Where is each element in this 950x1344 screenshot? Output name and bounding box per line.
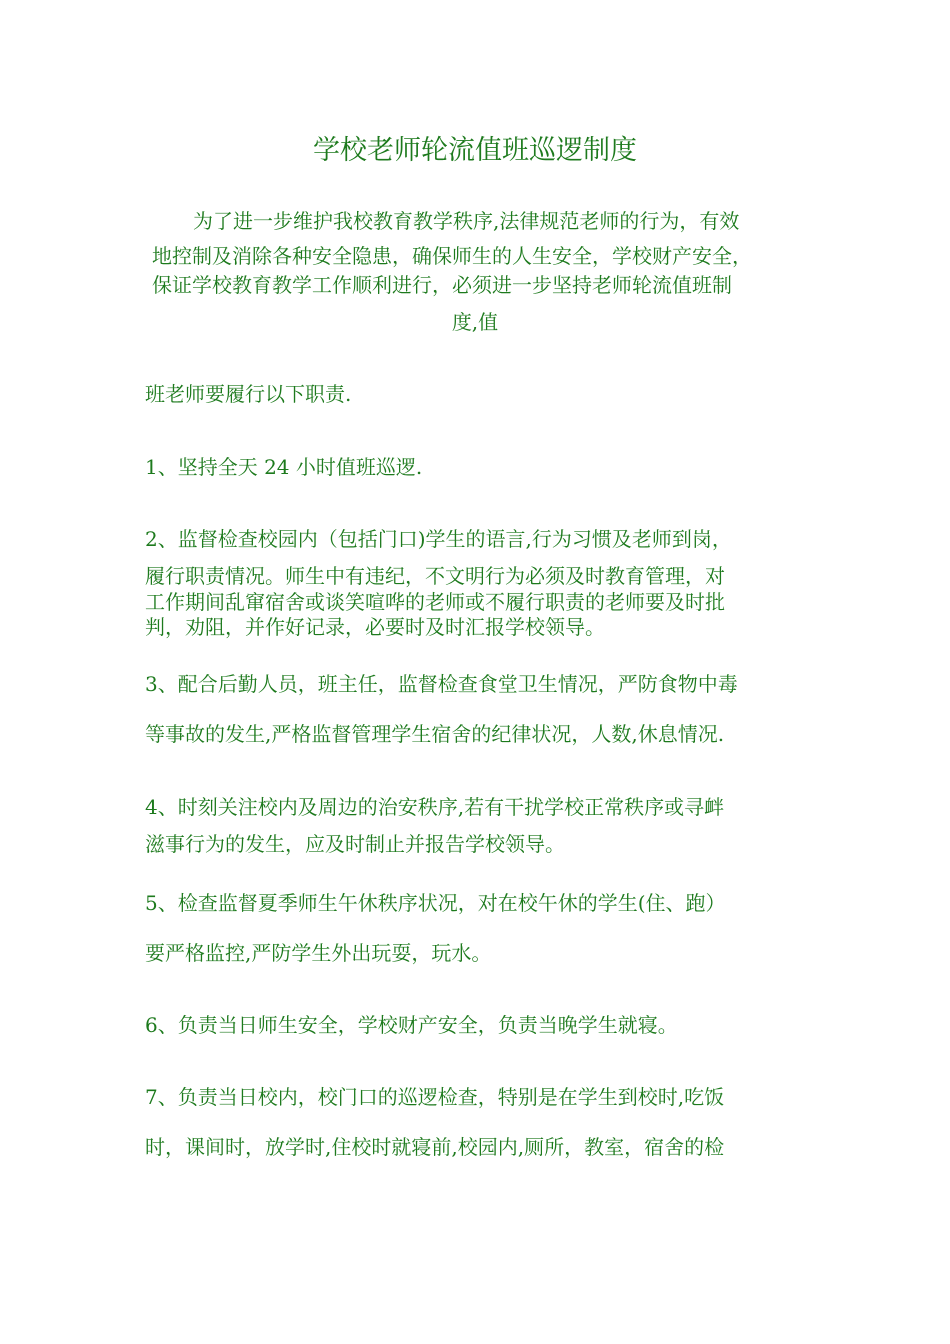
- duty-item-line: 5、检查监督夏季师生午休秩序状况，对在校午休的学生(住、跑）: [145, 891, 726, 915]
- intro-line: 保证学校教育教学工作顺利进行，必须进一步坚持老师轮流值班制: [152, 273, 732, 297]
- duty-intro: 班老师要履行以下职责.: [145, 382, 352, 406]
- intro-line: 度,值: [451, 310, 499, 334]
- duty-item-line: 等事故的发生,严格监督管理学生宿舍的纪律状况，人数,休息情况.: [145, 722, 725, 746]
- duty-item-line: 2、监督检查校园内（包括门口)学生的语言,行为习惯及老师到岗，: [145, 527, 732, 551]
- duty-item-line: 要严格监控,严防学生外出玩耍，玩水。: [145, 941, 492, 965]
- document-title: 学校老师轮流值班巡逻制度: [313, 135, 637, 166]
- duty-item-line: 7、负责当日校内，校门口的巡逻检查，特别是在学生到校时,吃饭: [145, 1085, 725, 1109]
- intro-line: 为了进一步维护我校教育教学秩序,法律规范老师的行为，有效: [193, 209, 740, 233]
- duty-item-line: 1、坚持全天 24 小时值班巡逻.: [145, 455, 423, 479]
- intro-line: 地控制及消除各种安全隐患，确保师生的人生安全，学校财产安全，: [152, 244, 752, 268]
- duty-item-line: 4、时刻关注校内及周边的治安秩序,若有干扰学校正常秩序或寻衅: [145, 795, 725, 819]
- duty-item-line: 6、负责当日师生安全，学校财产安全，负责当晚学生就寝。: [145, 1013, 678, 1037]
- duty-item-line: 滋事行为的发生，应及时制止并报告学校领导。: [145, 832, 565, 856]
- duty-item-line: 履行职责情况。师生中有违纪，不文明行为必须及时教育管理，对: [145, 564, 725, 588]
- duty-item-line: 工作期间乱窜宿舍或谈笑喧哗的老师或不履行职责的老师要及时批: [145, 590, 725, 614]
- duty-item-line: 3、配合后勤人员，班主任，监督检查食堂卫生情况，严防食物中毒: [145, 672, 738, 696]
- duty-item-line: 判，劝阻，并作好记录，必要时及时汇报学校领导。: [145, 615, 605, 639]
- duty-item-line: 时，课间时，放学时,住校时就寝前,校园内,厕所，教室，宿舍的检: [145, 1135, 725, 1159]
